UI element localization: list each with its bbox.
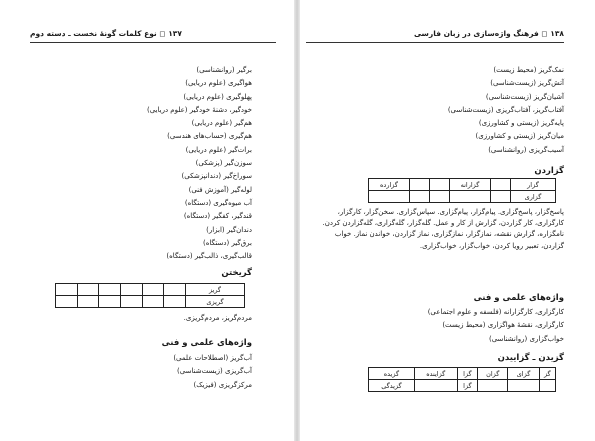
list-item: هم‌گیر (علوم دریایی) bbox=[191, 119, 252, 128]
table-cell bbox=[450, 191, 491, 203]
list-item: قالب‌گیری، ذالب‌گیر (دستگاه) bbox=[166, 252, 252, 261]
right-page bbox=[300, 0, 595, 441]
list-item: مرکزگریزی (فیزیک) bbox=[193, 380, 252, 389]
table-cell bbox=[508, 380, 539, 392]
section-heading: واژه‌های علمی و فنی bbox=[161, 338, 252, 348]
table-cell: گزارده bbox=[369, 179, 410, 191]
list-item: لوله‌گیر (آموزش فنی) bbox=[188, 185, 252, 194]
list-item: برات‌گیر (علوم دریایی) bbox=[185, 145, 252, 154]
table-cell bbox=[142, 284, 164, 296]
left-page bbox=[0, 0, 296, 441]
page-header: ۱۳۸ ◻ فرهنگ واژه‌سازی در زبان فارسی bbox=[413, 29, 564, 38]
list-item: خواب‌گزاری (روانشناسی) bbox=[488, 334, 564, 343]
table-cell bbox=[430, 179, 450, 191]
table-cell bbox=[410, 179, 430, 191]
derived-words: پاسخ‌گزار، پاسخ‌گزاری. پیام‌گزار، پیام‌گزاری. سپاس‌گزاری. سخن‌گزار، کارگزار، کارگزاری، کار گزاردن، گزارش از کار و عمل. گله‌گزار، گله‌گزاری، گله‌گزاردن کردن. نامگزاره، گزارش نقشه، نمازگزار، نمازگزاری، نماز گزاردن، خواندن نماز. خواب گزاردن، تعبیر رویا کردن، خواب‌گزار، خواب‌گزاری. bbox=[322, 208, 564, 250]
table-cell bbox=[491, 179, 511, 191]
table-cell bbox=[56, 296, 78, 308]
list-item: آب‌گریزی (زیست‌شناسی) bbox=[177, 367, 252, 376]
table-cell: گریزی bbox=[186, 296, 245, 308]
list-item: پهلوگیری (علوم دریایی) bbox=[183, 92, 252, 101]
list-item: کارگزاری، نقشهٔ هواگزاری (محیط زیست) bbox=[442, 321, 564, 330]
list-item: آسیب‌گریزی (روانشناسی) bbox=[488, 145, 564, 154]
table-cell: گزیدگی bbox=[369, 380, 415, 392]
list-item: میان‌گریز (زیستی و کشاورزی) bbox=[475, 132, 564, 141]
table-cell: گزا bbox=[457, 368, 477, 380]
table-cell bbox=[77, 284, 99, 296]
table-cell bbox=[430, 191, 450, 203]
conjugation-table bbox=[368, 178, 556, 203]
table-cell: گزا bbox=[457, 380, 477, 392]
list-item: قندگیر، کفگیر (دستگاه) bbox=[183, 212, 252, 221]
section-heading: گزاردن bbox=[534, 166, 564, 176]
table-cell bbox=[539, 380, 555, 392]
term-list bbox=[40, 352, 252, 392]
table-cell bbox=[121, 296, 143, 308]
header-rule bbox=[306, 42, 564, 43]
conjugation-table bbox=[368, 367, 556, 392]
table-cell bbox=[369, 191, 410, 203]
table-cell bbox=[142, 296, 164, 308]
table-cell bbox=[77, 296, 99, 308]
list-item: خودگیر، دشنهٔ خودگیر (علوم دریایی) bbox=[146, 105, 252, 114]
section-heading: گریختن bbox=[221, 268, 252, 278]
list-item: آفتاب‌گریز، آفتاب‌گریزی (زیست‌شناسی) bbox=[447, 105, 564, 114]
table-cell: گزیده bbox=[369, 368, 415, 380]
table-cell: گریز bbox=[186, 284, 245, 296]
term-list bbox=[320, 64, 564, 157]
table-row bbox=[56, 296, 245, 308]
table-cell bbox=[410, 191, 430, 203]
conjugation-table bbox=[55, 283, 245, 308]
list-item: آب‌گریز (اصطلاحات علمی) bbox=[173, 354, 252, 362]
list-item: کارگزاری، کارگزارانه (فلسفه و علوم اجتماعی) bbox=[427, 308, 564, 316]
table-row bbox=[369, 368, 556, 380]
list-item: آشیان‌گریز (زیست‌شناسی) bbox=[485, 92, 564, 101]
list-item: پایه‌گریز (زیستی و کشاورزی) bbox=[478, 119, 564, 128]
table-cell bbox=[99, 296, 121, 308]
list-item: دندان‌گیر (ابزار) bbox=[206, 225, 252, 234]
table-cell bbox=[477, 380, 507, 392]
table-row bbox=[369, 380, 556, 392]
table-cell: گزاری bbox=[511, 191, 556, 203]
list-item: برق‌گیر (دستگاه) bbox=[203, 238, 252, 247]
section-heading: واژه‌های علمی و فنی bbox=[473, 293, 564, 303]
table-cell bbox=[99, 284, 121, 296]
table-cell: گزار bbox=[511, 179, 556, 191]
table-cell: گزارانه bbox=[450, 179, 491, 191]
list-item: نمک‌گریز (محیط زیست) bbox=[493, 66, 564, 74]
table-row bbox=[56, 284, 245, 296]
list-item: برگیر (روانشناسی) bbox=[196, 66, 252, 74]
list-item: آب میوه‌گیری (دستگاه) bbox=[184, 198, 252, 207]
header-rule bbox=[30, 42, 276, 43]
table-cell bbox=[121, 284, 143, 296]
table-cell: گزاینده bbox=[414, 368, 457, 380]
list-item: هم‌گیری (حساب‌های هندسی) bbox=[167, 132, 252, 141]
table-cell bbox=[164, 296, 186, 308]
term-list bbox=[320, 306, 564, 346]
table-cell bbox=[414, 380, 457, 392]
term-list bbox=[40, 64, 252, 263]
table-cell bbox=[164, 284, 186, 296]
section-heading: گزیدن ـ گزاییدن bbox=[497, 353, 564, 363]
table-cell: گزان bbox=[477, 368, 507, 380]
page-header: ۱۳۷ ◻ نوع کلمات گونهٔ نخست ـ دسته دوم bbox=[30, 29, 182, 38]
table-row bbox=[369, 191, 556, 203]
derived-words: مردم‌گریز، مردم‌گریزی. bbox=[183, 314, 252, 322]
table-cell: گزای bbox=[508, 368, 539, 380]
list-item: سوزن‌گیر (پزشکی) bbox=[195, 159, 252, 168]
table-row bbox=[369, 179, 556, 191]
table-cell bbox=[491, 191, 511, 203]
list-item: سوراخ‌گیر (دندانپزشکی) bbox=[181, 172, 252, 181]
list-item: هواگیری (علوم دریایی) bbox=[185, 79, 252, 88]
table-cell: گز bbox=[539, 368, 555, 380]
table-cell bbox=[56, 284, 78, 296]
list-item: آتش‌گریز (زیست‌شناسی) bbox=[490, 79, 564, 88]
